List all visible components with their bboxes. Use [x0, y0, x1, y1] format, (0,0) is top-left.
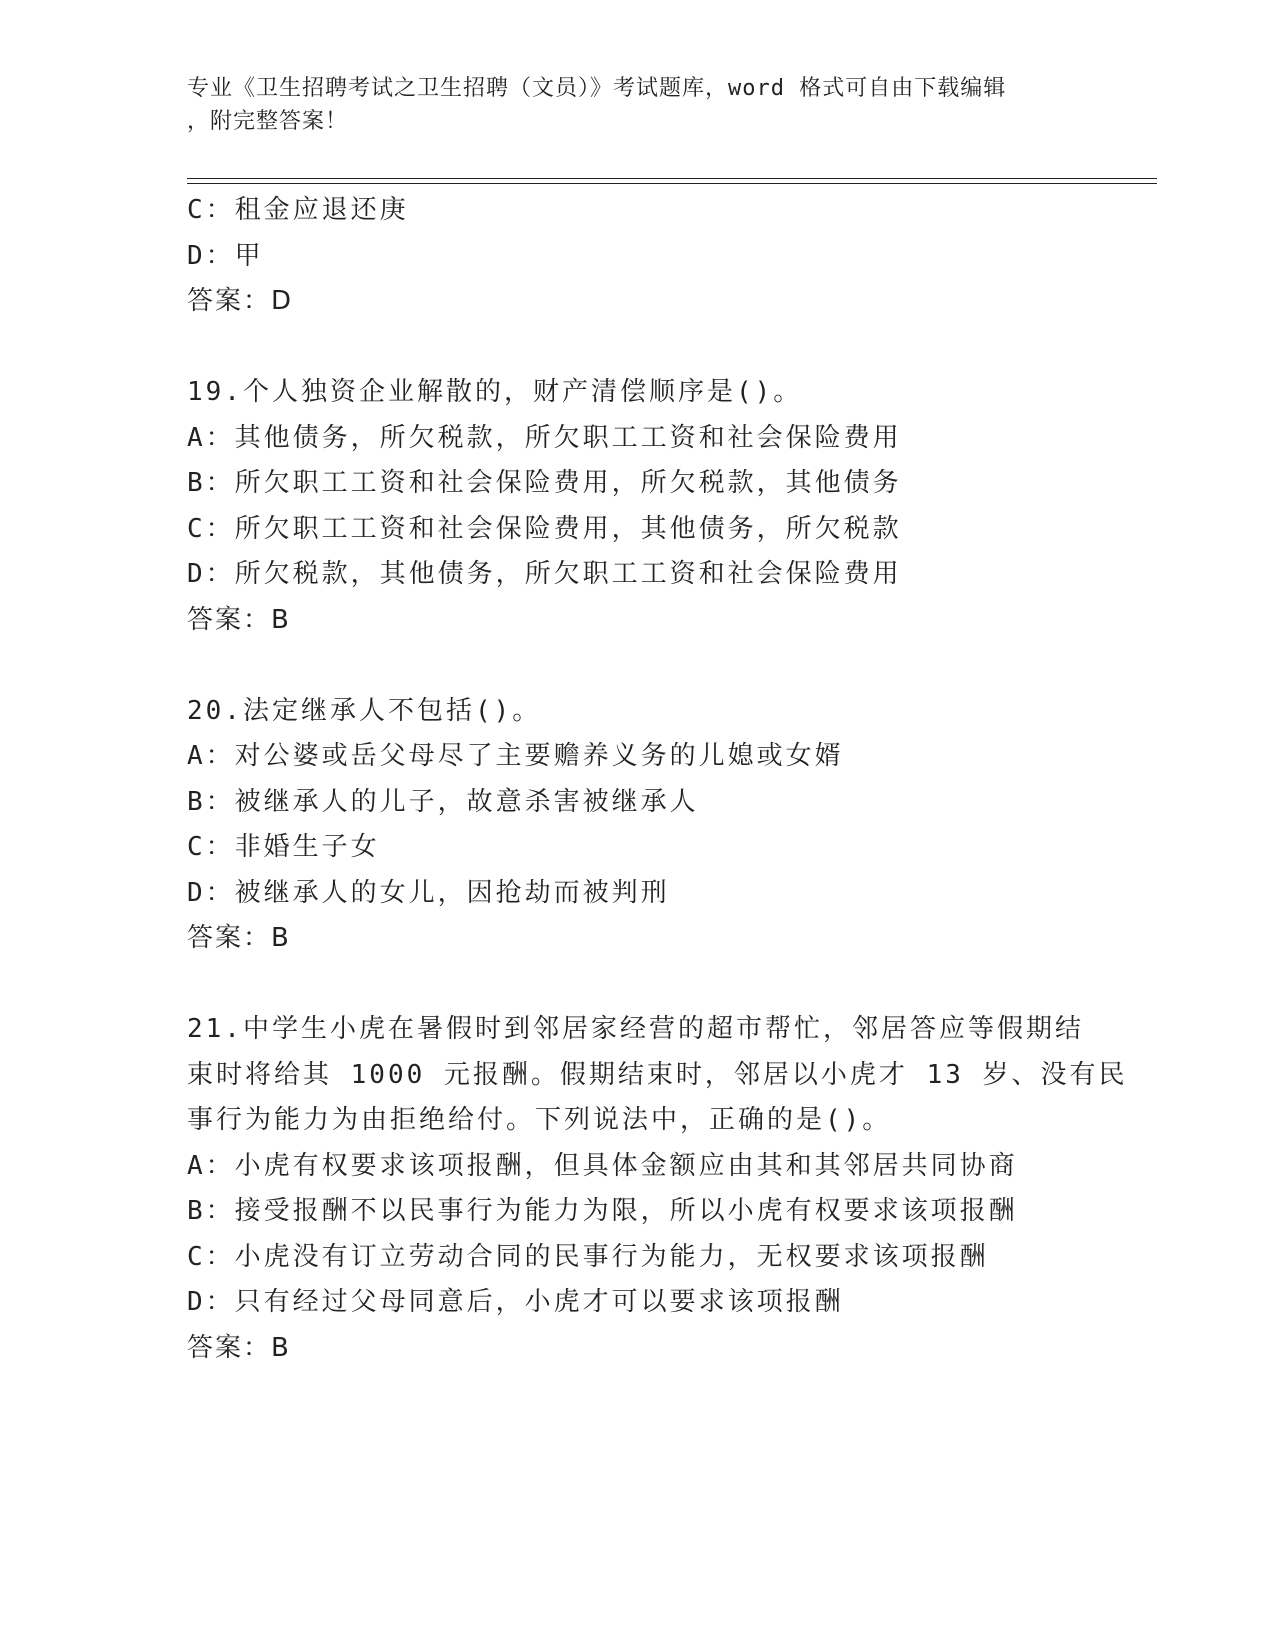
answer: 答案：B — [187, 1332, 291, 1363]
answer: 答案：D — [187, 286, 294, 316]
option-b: B：接受报酬不以民事行为能力为限，所以小虎有权要求该项报酬 — [187, 1196, 1018, 1226]
header-rule-top — [187, 178, 1157, 179]
page-header — [187, 72, 1087, 138]
question-21 — [187, 1007, 1187, 1371]
option-d: D：甲 — [187, 240, 264, 271]
previous-question-tail — [187, 188, 1187, 325]
option-a: A：对公婆或岳父母尽了主要赡养义务的儿媳或女婿 — [187, 741, 844, 771]
spacer — [187, 962, 1187, 1008]
spacer — [187, 325, 1187, 371]
answer: 答案：B — [187, 604, 291, 635]
option-b: B：所欠职工工资和社会保险费用，所欠税款，其他债务 — [187, 468, 902, 498]
option-d: D：被继承人的女儿，因抢劫而被判刑 — [187, 877, 670, 908]
option-d: D：只有经过父母同意后，小虎才可以要求该项报酬 — [187, 1287, 844, 1317]
option-a: A：小虎有权要求该项报酬，但具体金额应由其和其邻居共同协商 — [187, 1150, 1018, 1181]
question-stem: 19.个人独资企业解散的，财产清偿顺序是()。 — [187, 377, 803, 407]
option-c: C：租金应退还庚 — [187, 195, 409, 225]
question-stem-line-3: 事行为能力为由拒绝给付。下列说法中，正确的是()。 — [187, 1105, 892, 1135]
option-c: C：非婚生子女 — [187, 832, 380, 862]
header-rule-bottom — [187, 183, 1157, 184]
option-c: C：小虎没有订立劳动合同的民事行为能力，无权要求该项报酬 — [187, 1241, 989, 1272]
answer: 答案：B — [187, 923, 291, 953]
spacer — [187, 643, 1187, 689]
question-stem: 20.法定继承人不包括()。 — [187, 695, 542, 726]
header-line-1: 专业《卫生招聘考试之卫生招聘（文员）》考试题库，word 格式可自由下载编辑 — [187, 76, 1007, 101]
option-b: B：被继承人的儿子，故意杀害被继承人 — [187, 786, 699, 817]
question-20 — [187, 689, 1187, 962]
option-d: D：所欠税款，其他债务，所欠职工工资和社会保险费用 — [187, 559, 902, 589]
option-c: C：所欠职工工资和社会保险费用，其他债务，所欠税款 — [187, 513, 902, 544]
option-a: A：其他债务，所欠税款，所欠职工工资和社会保险费用 — [187, 422, 902, 453]
question-stem-line-1: 21.中学生小虎在暑假时到邻居家经营的超市帮忙，邻居答应等假期结 — [187, 1014, 1084, 1044]
question-19 — [187, 370, 1187, 643]
header-line-2: ，附完整答案！ — [187, 109, 349, 134]
question-list — [187, 188, 1187, 1371]
question-stem-line-2: 束时将给其 1000 元报酬。假期结束时，邻居以小虎才 13 岁、没有民 — [187, 1059, 1128, 1090]
